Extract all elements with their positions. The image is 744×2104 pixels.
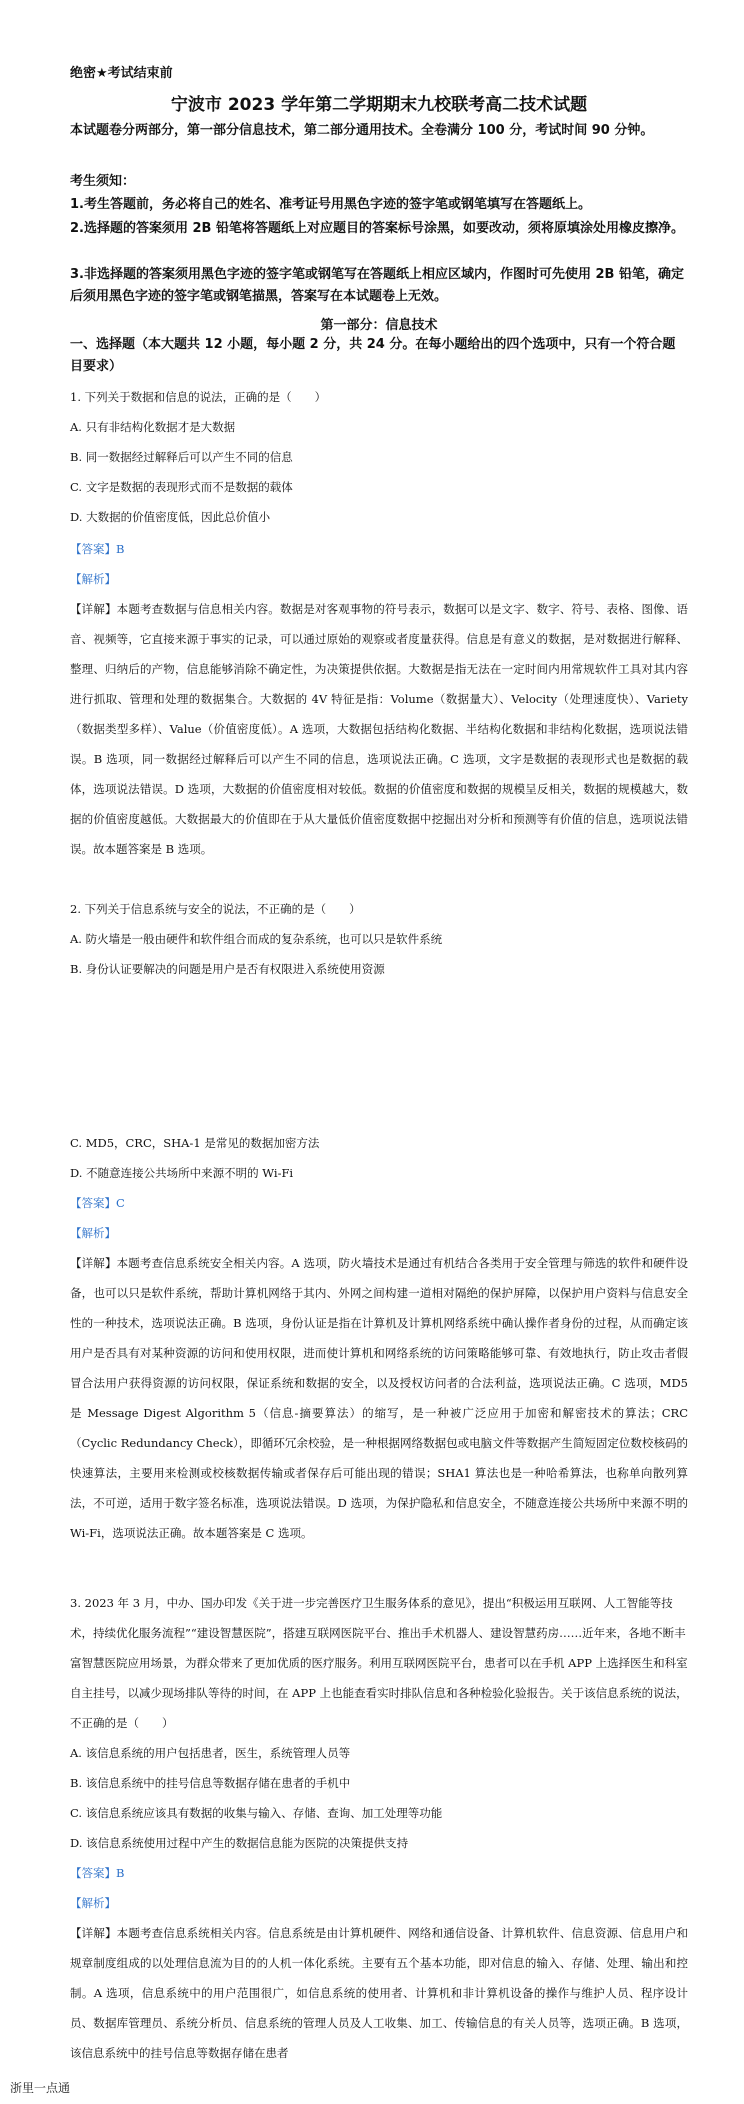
option-b: B. 同一数据经过解释后可以产生不同的信息 (70, 450, 293, 464)
detail-text: 【详解】本题考查数据与信息相关内容。数据是对客观事物的符号表示，数据可以是文字、数字、符号、表格、图像、语音、视频等，它直接来源于事实的记录，可以通过原始的观察或者度量获得。信息是有意义的数据，是对数据进行解释、整理、归纳后的产物，信息能够消除不确定性，为决策提供依据。大数据是指无法在一定时间内用常规软件工具对其内容进行抓取、管理和处理的数据集合。大数据的 4V 特征是指：Volume（数据量大）、Velocity（处理速度快）、Variety（数据类型多样）、Value（价值密度低）。A 选项，大数据包括结构化数据、半结构化数据和非结构化数据，选项说法错误。B 选项，同一数据经过解释后可以产生不同的信息，选项说法正确。C 选项，文字是数据的表现形式也是数据的载体，选项说法错误。D 选项，大数据的价值密度相对较低。数据的价值密度和数据的规模呈反相关，数据的规模越大，数据的价值密度越低。大数据最大的价值即在于从大量低价值密度数据中挖掘出对分析和预测等有价值的信息，选项说法错误。故本题答案是 B 选项。 (70, 602, 688, 856)
option-b: B. 该信息系统中的挂号信息等数据存储在患者的手机中 (70, 1776, 351, 1790)
answer-label: 【答案】B (70, 542, 125, 556)
notice-item: 3.非选择题的答案须用黑色字迹的签字笔或钢笔写在答题纸上相应区域内，作图时可先使用 2B 铅笔，确定后须用黑色字迹的签字笔或钢笔描黑，答案写在本试题卷上无效。 (70, 267, 684, 304)
section-heading: 一、选择题（本大题共 12 小题，每小题 2 分，共 24 分。在每小题给出的四个选项中，只有一个符合题目要求） (70, 337, 676, 374)
option-d: D. 大数据的价值密度低，因此总价值小 (70, 510, 271, 524)
notice-item: 1.考生答题前，务必将自己的姓名、准考证号用黑色字迹的签字笔或钢笔填写在答题纸上。 (70, 197, 591, 212)
option-a: A. 防火墙是一般由硬件和软件组合而成的复杂系统，也可以只是软件系统 (70, 932, 443, 946)
option-c: C. 文字是数据的表现形式而不是数据的载体 (70, 480, 293, 494)
detail-text: 【详解】本题考查信息系统相关内容。信息系统是由计算机硬件、网络和通信设备、计算机软件、信息资源、信息用户和规章制度组成的以处理信息流为目的的人机一体化系统。主要有五个基本功能，即对信息的输入、存储、处理、输出和控制。A 选项，信息系统中的用户范围很广，如信息系统的使用者、计算机和非计算机设备的操作与维护人员、程序设计员、数据库管理员、系统分析员、信息系统的管理人员及人工收集、加工、传输信息的有关人员等，选项正确。B 选项，该信息系统中的挂号信息等数据存储在患者 (70, 1926, 688, 2060)
answer-label: 【答案】C (70, 1196, 125, 1210)
answer-label: 【答案】B (70, 1866, 125, 1880)
option-c: C. 该信息系统应该具有数据的收集与输入、存储、查询、加工处理等功能 (70, 1806, 443, 1820)
exam-intro: 本试题卷分两部分，第一部分信息技术，第二部分通用技术。全卷满分 100 分，考试时间 90 分钟。 (70, 123, 654, 138)
analysis-label: 【解析】 (70, 1226, 116, 1240)
option-d: D. 该信息系统使用过程中产生的数据信息能为医院的决策提供支持 (70, 1836, 409, 1850)
analysis-label: 【解析】 (70, 572, 116, 586)
part-title: 第一部分：信息技术 (320, 318, 438, 333)
notice-item: 2.选择题的答案须用 2B 铅笔将答题纸上对应题目的答案标号涂黑，如要改动，须将原填涂处用橡皮擦净。 (70, 221, 684, 236)
notice-title: 考生须知： (70, 174, 136, 189)
analysis-label: 【解析】 (70, 1896, 116, 1910)
option-a: A. 该信息系统的用户包括患者，医生，系统管理人员等 (70, 1746, 351, 1760)
option-d: D. 不随意连接公共场所中来源不明的 Wi-Fi (70, 1166, 294, 1180)
question-stem: 1. 下列关于数据和信息的说法，正确的是（ ） (70, 390, 327, 404)
option-c: C. MD5，CRC，SHA-1 是常见的数据加密方法 (70, 1136, 320, 1150)
secret-label: 绝密★考试结束前 (70, 66, 173, 81)
option-b: B. 身份认证要解决的问题是用户是否有权限进入系统使用资源 (70, 962, 385, 976)
option-a: A. 只有非结构化数据才是大数据 (70, 420, 236, 434)
question-stem: 3. 2023 年 3 月，中办、国办印发《关于进一步完善医疗卫生服务体系的意见》，提出“积极运用互联网、人工智能等技术，持续优化服务流程”“建设智慧医院”，搭建互联网医院平台、推出手术机器人、建设智慧药房……近年来，各地不断丰富智慧医院应用场景，为群众带来了更加优质的医疗服务。利用互联网医院平台，患者可以在手机 APP 上选择医生和科室自主挂号，以减少现场排队等待的时间，在 APP 上也能查看实时排队信息和各种检验化验报告。关于该信息系统的说法，不正确的是（ ） (70, 1596, 688, 1730)
question-stem: 2. 下列关于信息系统与安全的说法，不正确的是（ ） (70, 902, 361, 916)
detail-text: 【详解】本题考查信息系统安全相关内容。A 选项，防火墙技术是通过有机结合各类用于安全管理与筛选的软件和硬件设备，也可以只是软件系统，帮助计算机网络于其内、外网之间构建一道相对隔绝的保护屏障，以保护用户资料与信息安全性的一种技术，选项说法正确。B 选项，身份认证是指在计算机及计算机网络系统中确认操作者身份的过程，从而确定该用户是否具有对某种资源的访问和使用权限，进而使计算机和网络系统的访问策略能够可靠、有效地执行，防止攻击者假冒合法用户获得资源的访问权限，保证系统和数据的安全，以及授权访问者的合法利益，选项说法正确。C 选项，MD5 是 Message Digest Algorithm 5（信息-摘要算法）的缩写，是一种被广泛应用于加密和解密技术的算法；CRC（Cyclic Redundancy Check），即循环冗余校验，是一种根据网络数据包或电脑文件等数据产生简短固定位数校核码的快速算法，主要用来检测或校核数据传输或者保存后可能出现的错误；SHA1 算法也是一种哈希算法，也称单向散列算法，不可逆，适用于数字签名标准，选项说法错误。D 选项，为保护隐私和信息安全，不随意连接公共场所中来源不明的 Wi-Fi，选项说法正确。故本题答案是 C 选项。 (70, 1256, 688, 1540)
exam-title: 宁波市 2023 学年第二学期期末九校联考高二技术试题 (170, 95, 588, 115)
footer-watermark: 浙里一点通 (10, 2081, 71, 2095)
